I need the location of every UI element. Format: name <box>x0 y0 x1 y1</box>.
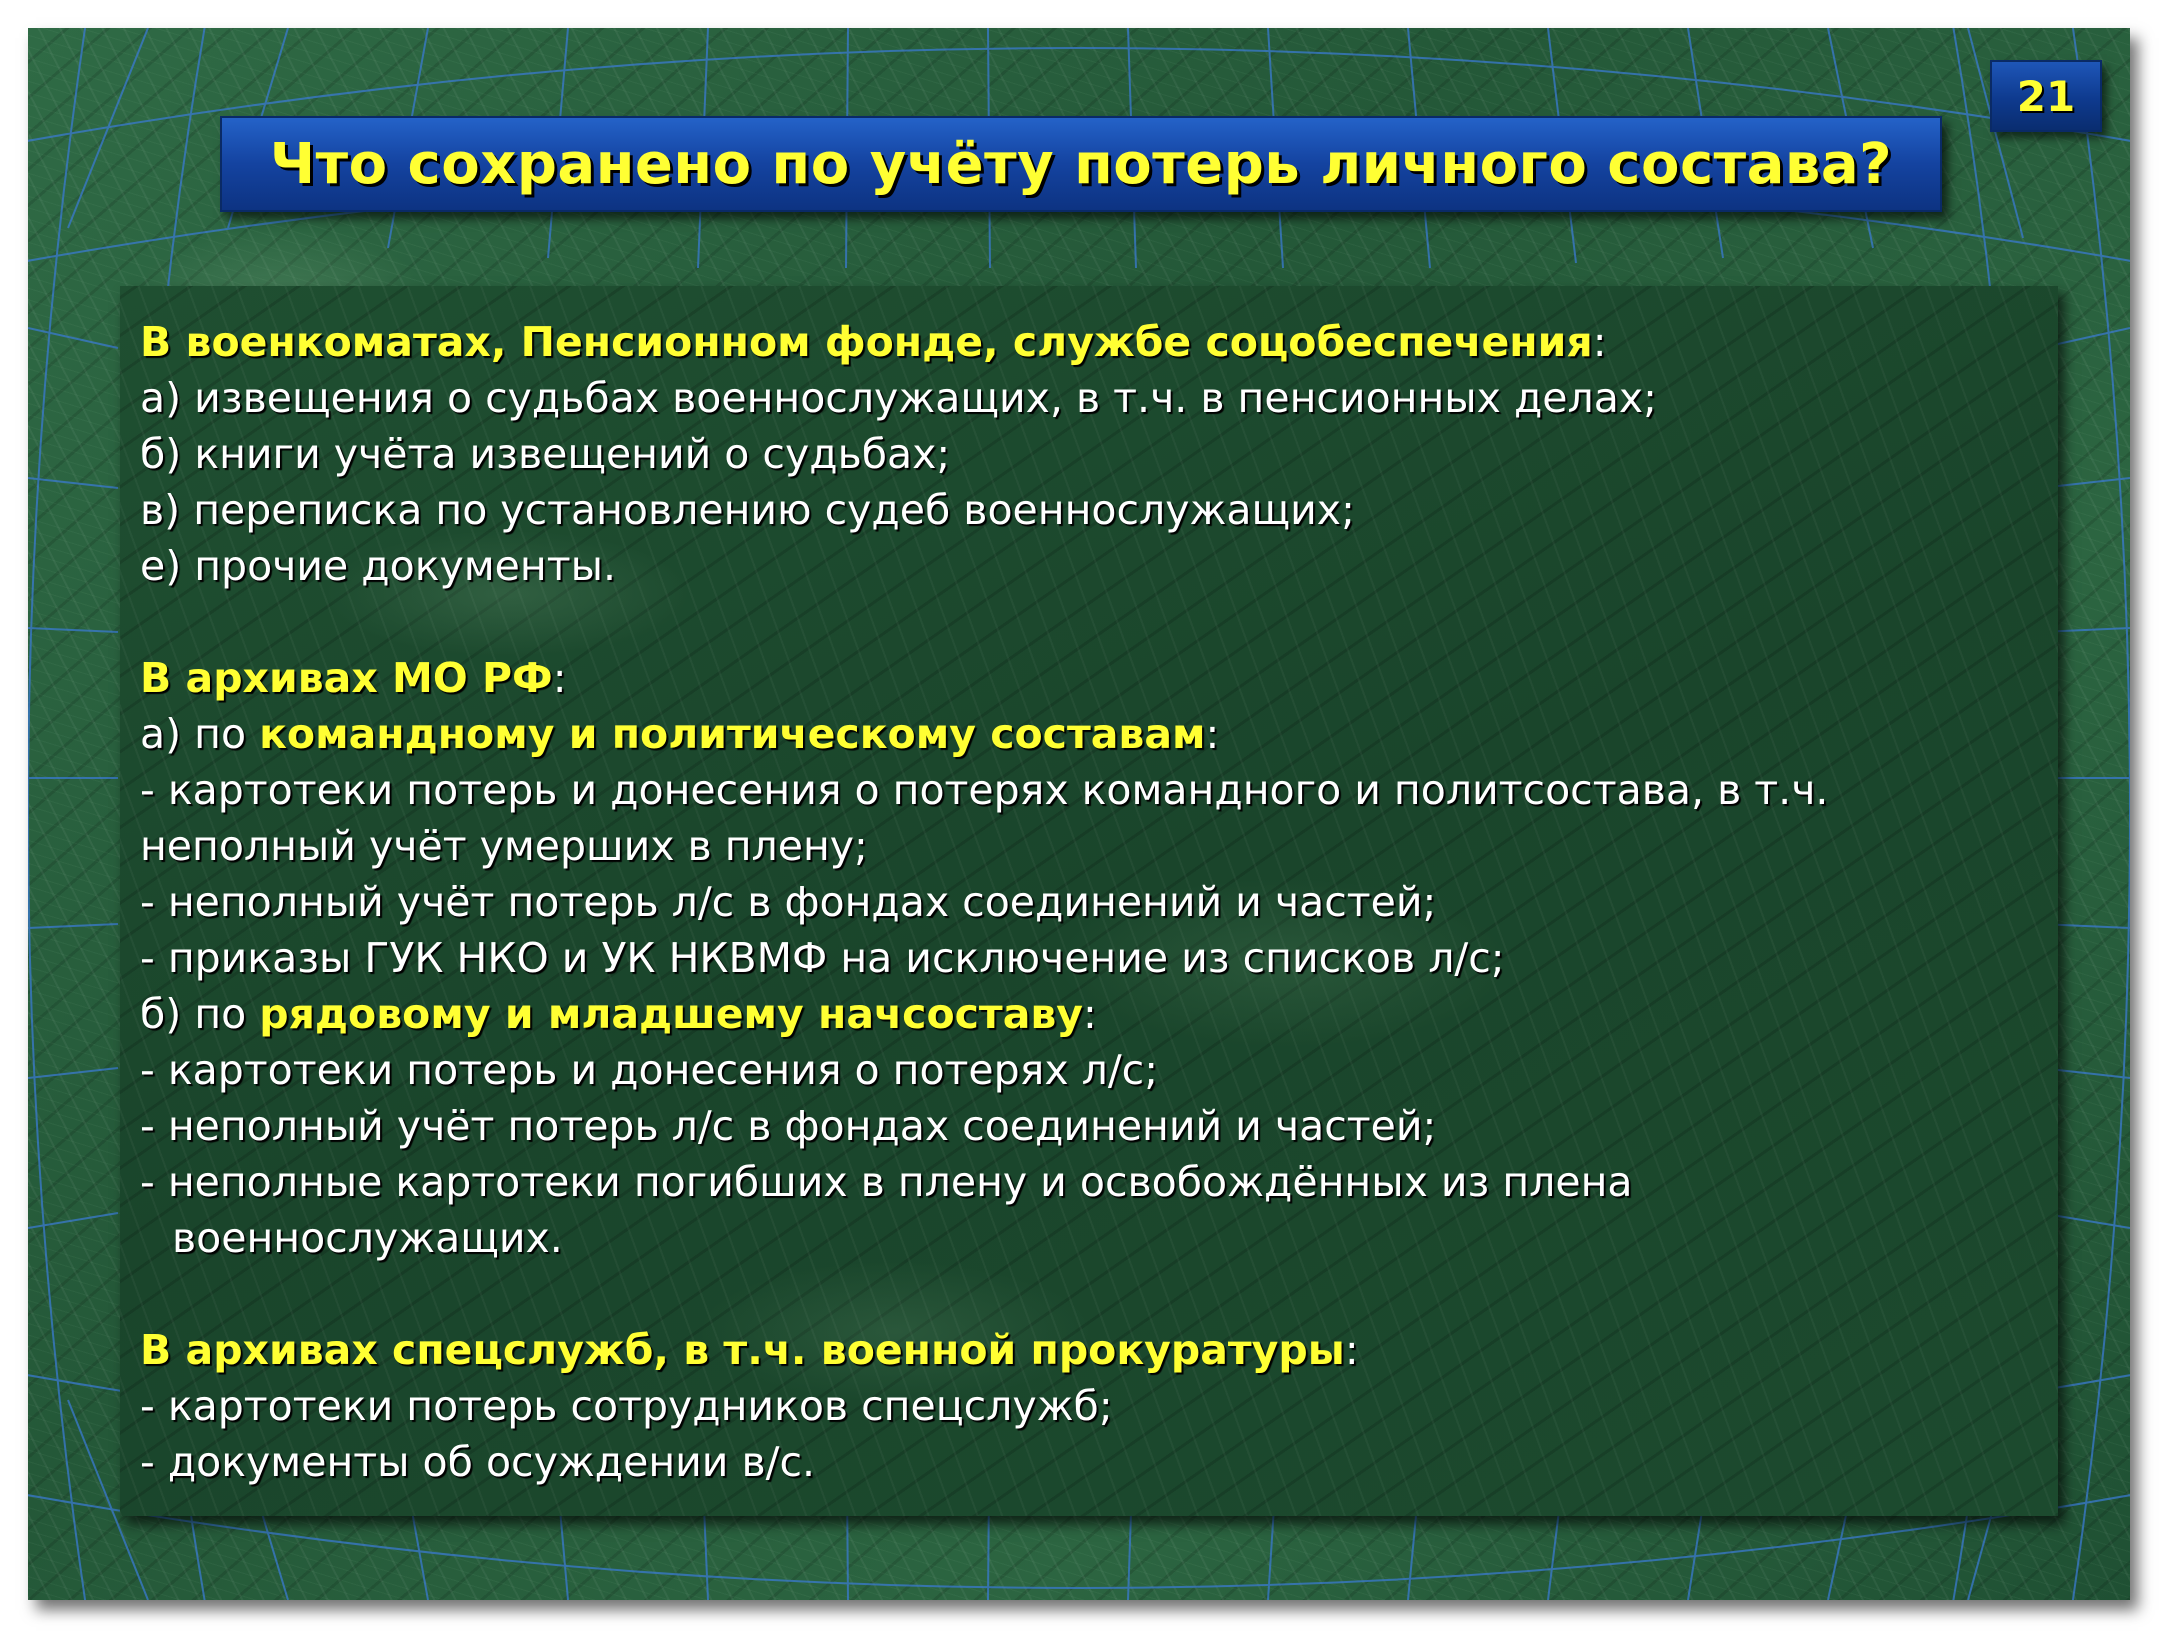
content-panel <box>120 286 2058 1516</box>
section1-heading: В военкоматах, Пенсионном фонде, службе соцобеспечения <box>140 318 1593 366</box>
section2-sub-b-line <box>140 986 2036 1042</box>
sub-b-prefix: б) по <box>140 990 260 1038</box>
list-item: б) книги учёта извещений о судьбах; <box>140 430 951 478</box>
list-item: - картотеки потерь сотрудников спецслужб; <box>140 1382 1113 1430</box>
slide-title: Что сохранено по учёту потерь личного состава? <box>269 131 1893 197</box>
spacer <box>140 1266 2036 1322</box>
section3-heading: В архивах спецслужб, в т.ч. военной прокуратуры <box>140 1326 1345 1374</box>
section1-heading-line <box>140 314 2036 370</box>
list-item: а) извещения о судьбах военнослужащих, в т.ч. в пенсионных делах; <box>140 374 1657 422</box>
list-item: в) переписка по установлению судеб военнослужащих; <box>140 486 1355 534</box>
list-item: - приказы ГУК НКО и УК НКВМФ на исключение из списков л/с; <box>140 934 1505 982</box>
section2-heading-suffix: : <box>552 654 567 702</box>
title-bar <box>220 116 1942 212</box>
sub-b-suffix: : <box>1083 990 1097 1038</box>
list-item: - картотеки потерь и донесения о потерях командного и политсостава, в т.ч. <box>140 766 1829 814</box>
list-item: неполный учёт умерших в плену; <box>140 822 868 870</box>
section3-heading-suffix: : <box>1344 1326 1359 1374</box>
section3-heading-line <box>140 1322 2036 1378</box>
list-item: - неполный учёт потерь л/с в фондах соединений и частей; <box>140 1102 1437 1150</box>
sub-a-prefix: а) по <box>140 710 260 758</box>
sub-a-suffix: : <box>1205 710 1220 758</box>
list-item: - неполные картотеки погибших в плену и освобождённых из плена <box>140 1158 1633 1206</box>
list-item: - картотеки потерь и донесения о потерях л/с; <box>140 1046 1159 1094</box>
section1-heading-suffix: : <box>1592 318 1607 366</box>
list-item: - документы об осуждении в/с. <box>140 1438 816 1486</box>
spacer <box>140 594 2036 650</box>
list-item: военнослужащих. <box>172 1214 563 1262</box>
sub-b-highlight: рядовому и младшему начсоставу <box>259 990 1084 1038</box>
slide-background <box>28 28 2130 1600</box>
section2-sub-a-line <box>140 706 2036 762</box>
section2-heading-line <box>140 650 2036 706</box>
list-item: е) прочие документы. <box>140 542 617 590</box>
sub-a-highlight: командному и политическому составам <box>259 710 1206 758</box>
list-item: - неполный учёт потерь л/с в фондах соединений и частей; <box>140 878 1437 926</box>
section2-heading: В архивах МО РФ <box>140 654 553 702</box>
page-number: 21 <box>1990 60 2102 132</box>
